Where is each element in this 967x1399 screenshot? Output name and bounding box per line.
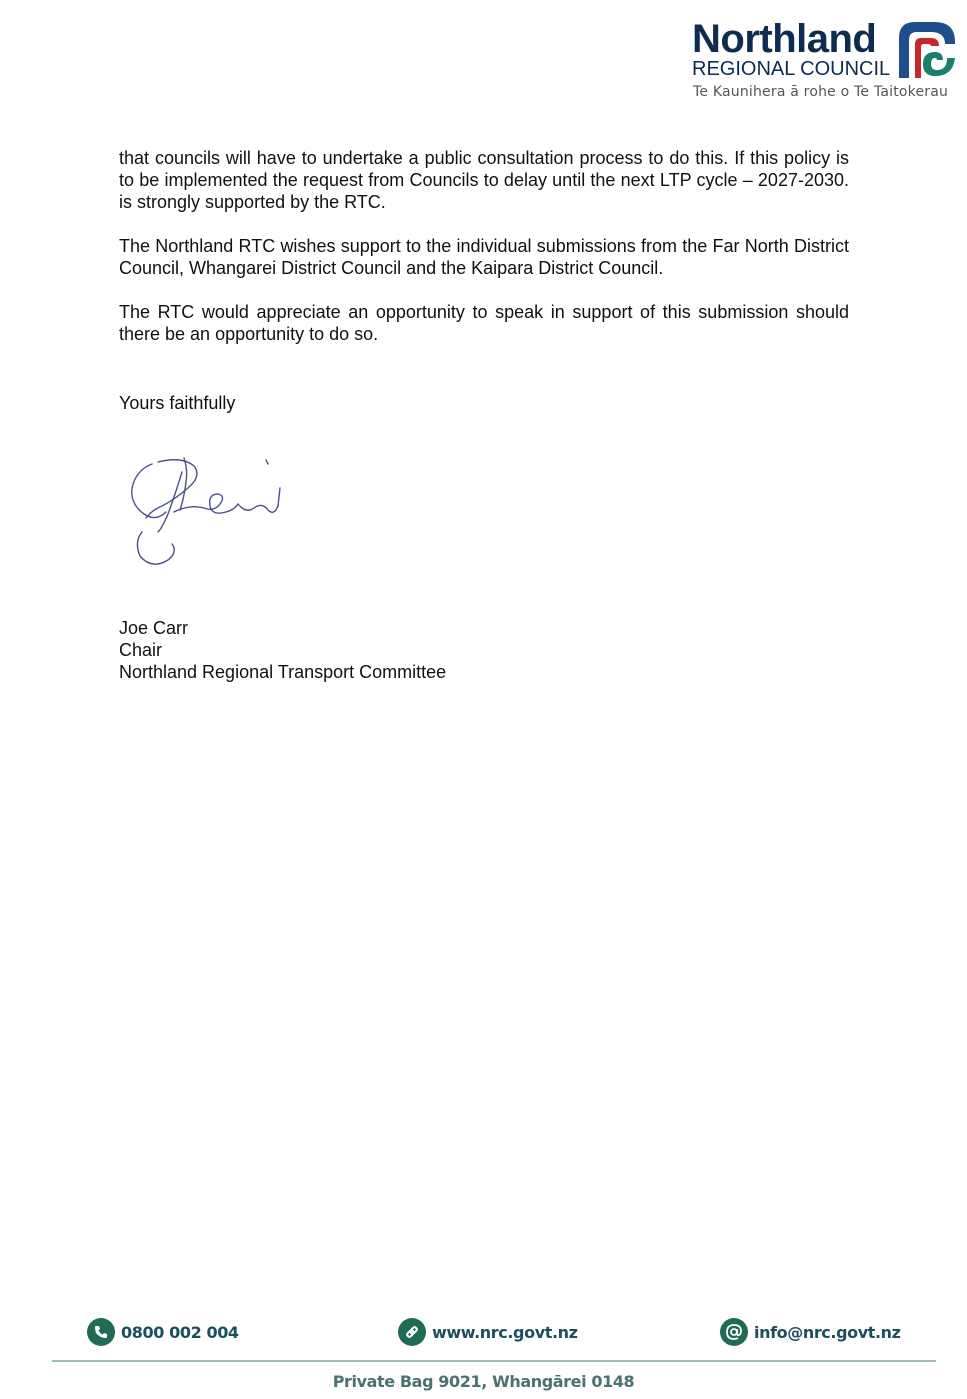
handwritten-signature: [122, 452, 292, 577]
footer-divider: [52, 1360, 936, 1362]
letter-body: [119, 147, 849, 367]
footer-phone-text: 0800 002 004: [121, 1322, 239, 1342]
closing-salutation: Yours faithfully: [119, 393, 236, 413]
logo-subtitle: REGIONAL COUNCIL: [692, 58, 891, 80]
footer-address: Private Bag 9021, Whangārei 0148: [332, 1372, 635, 1391]
footer-website-link[interactable]: www.nrc.govt.nz: [432, 1322, 578, 1342]
footer-website[interactable]: [398, 1317, 578, 1347]
at-icon: [720, 1318, 748, 1346]
council-logo: [690, 16, 960, 106]
body-paragraph: The RTC would appreciate an opportunity to speak in support of this submission should there be an opportunity to do so.: [119, 302, 849, 344]
logo-mark-icon: [895, 18, 957, 80]
footer-phone: [87, 1317, 239, 1347]
signatory-name: Joe Carr: [119, 618, 189, 638]
body-paragraph: The Northland RTC wishes support to the individual submissions from the Far North District Council, Whangarei District Council and the Kaipara District Council.: [119, 236, 849, 278]
logo-name: Northland: [692, 17, 877, 61]
body-paragraph: that councils will have to undertake a public consultation process to do this. If this policy is to be implemented the request from Councils to delay until the next LTP cycle – 2027-2030. is strongly supported by the RTC.: [119, 148, 849, 212]
footer-email-link[interactable]: info@nrc.govt.nz: [754, 1322, 901, 1342]
footer-email[interactable]: [720, 1317, 901, 1347]
signatory-block: [119, 617, 446, 683]
signatory-title: Chair: [119, 640, 163, 660]
link-icon: [398, 1318, 426, 1346]
phone-icon: [87, 1318, 115, 1346]
signatory-organisation: Northland Regional Transport Committee: [119, 662, 447, 682]
logo-maori-name: Te Kaunihera ā rohe o Te Taitokerau: [693, 84, 949, 100]
